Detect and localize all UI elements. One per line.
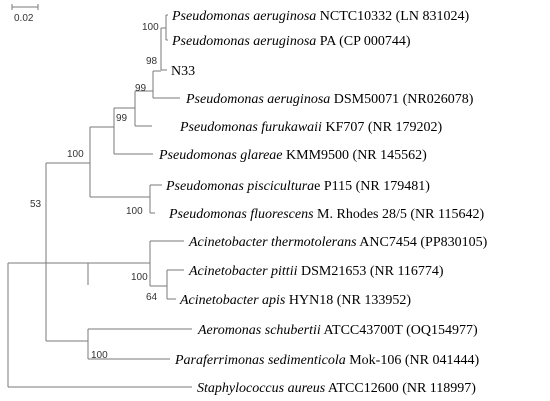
- taxon-species: Pseudomonas aeruginosa: [172, 9, 317, 24]
- taxon-species: Pseudomonas furukawaii: [180, 120, 322, 135]
- taxon-strain: HYN18 (NR 133952): [285, 293, 411, 308]
- taxon-species: Acinetobacter pittii: [189, 264, 298, 279]
- taxon-species: Aeromonas schubertii: [198, 323, 321, 338]
- taxon-strain: e P115 (NR 179481): [314, 179, 430, 194]
- taxon-strain: DSM50071 (NR026078): [330, 92, 474, 107]
- bootstrap-value: 100: [91, 350, 108, 361]
- taxon-species: Acinetobacter apis: [180, 293, 286, 308]
- taxon-species: Pseudomonas piscicultura: [166, 179, 315, 194]
- taxon-label: [188, 235, 488, 250]
- taxon-strain: Mok-106 (NR 041444): [345, 353, 480, 368]
- taxon-species: Staphylococcus aureus: [197, 381, 326, 396]
- taxon-label: [168, 207, 484, 222]
- taxon-label: [179, 293, 411, 308]
- taxon-strain: ATCC12600 (NR 118997): [325, 381, 476, 396]
- taxon-strain: N33: [171, 64, 196, 79]
- scale-bar-label: 0.02: [14, 13, 34, 24]
- taxon-strain: NCTC10332 (LN 831024): [316, 9, 470, 24]
- taxon-label: [188, 264, 444, 279]
- taxon-strain: PA (CP 000744): [316, 34, 411, 49]
- taxon-species: Pseudomonas fluorescens: [169, 207, 314, 222]
- taxon-species: Paraferrimonas sedimenticola: [175, 353, 346, 368]
- bootstrap-value: 100: [67, 149, 84, 160]
- bootstrap-value: 64: [146, 292, 158, 303]
- taxon-label: [158, 148, 427, 163]
- taxon-label: [165, 179, 430, 194]
- bootstrap-value: 98: [146, 56, 158, 67]
- taxon-strain: ANC7454 (PP830105): [356, 235, 488, 250]
- taxon-label: [171, 64, 195, 79]
- bootstrap-values: [30, 22, 159, 361]
- taxon-species: Acinetobacter thermotolerans: [189, 235, 357, 250]
- taxon-strain: M. Rhodes 28/5 (NR 115642): [313, 207, 485, 222]
- bootstrap-value: 100: [142, 22, 159, 33]
- bootstrap-value: 99: [116, 113, 128, 124]
- taxon-species: Pseudomonas aeruginosa: [186, 92, 331, 107]
- taxon-label: [174, 353, 479, 368]
- taxon-species: Pseudomonas aeruginosa: [172, 34, 317, 49]
- taxon-label: [185, 92, 474, 107]
- taxon-label: [197, 381, 476, 396]
- bootstrap-value: 100: [126, 206, 143, 217]
- taxon-label: [171, 9, 469, 24]
- taxon-label: [171, 34, 411, 49]
- taxon-label: [197, 323, 478, 338]
- taxon-label: [179, 120, 442, 135]
- bootstrap-value: 99: [135, 83, 147, 94]
- taxon-strain: KF707 (NR 179202): [321, 120, 443, 135]
- taxon-strain: ATCC43700T (OQ154977): [320, 323, 478, 338]
- taxon-strain: KMM9500 (NR 145562): [282, 148, 427, 163]
- taxon-labels: [158, 9, 488, 396]
- bootstrap-value: 53: [30, 199, 42, 210]
- taxon-strain: DSM21653 (NR 116774): [297, 264, 444, 279]
- taxon-species: Pseudomonas glareae: [159, 148, 283, 163]
- bootstrap-value: 100: [131, 272, 148, 283]
- scale-bar: [12, 4, 38, 24]
